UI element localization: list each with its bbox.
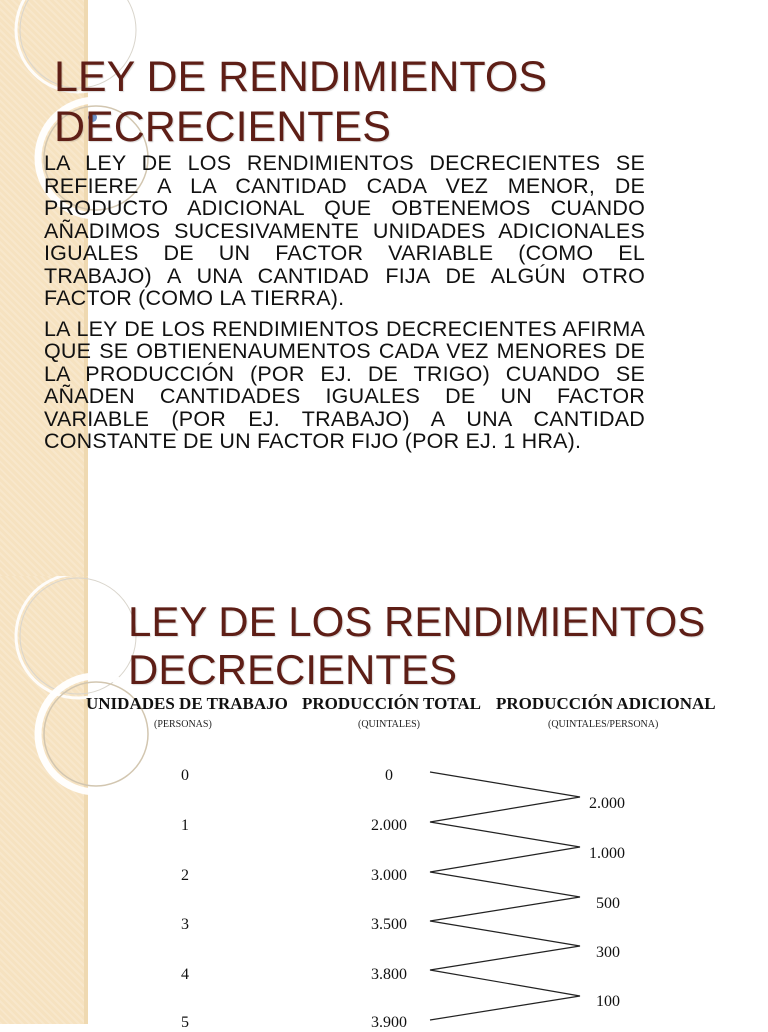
subheader-additional: (QUINTALES/PERSONA) bbox=[548, 719, 659, 730]
slide-1-body bbox=[44, 152, 645, 461]
subheader-total: (QUINTALES) bbox=[358, 719, 420, 730]
units-cell: 2 bbox=[181, 867, 189, 884]
units-cell: 1 bbox=[181, 817, 189, 834]
paragraph-1: LA LEY DE LOS RENDIMIENTOS DECRECIENTES SE REFIERE A LA CANTIDAD CADA VEZ MENOR, DE PRODUCTO ADICIONAL QUE OBTENEMOS CUANDO AÑADIMOS SUCESIVAMENTE UNIDADES ADICIONALES IGUALES DE UN FACTOR VARIABLE (COMO EL TRABAJO) A UNA CANTIDAD FIJA DE ALGÚN OTRO FACTOR (COMO LA TIERRA). bbox=[44, 151, 645, 310]
additional-cell: 2.000 bbox=[589, 795, 625, 812]
subheader-units: (PERSONAS) bbox=[154, 719, 212, 730]
header-units: UNIDADES DE TRABAJO bbox=[86, 694, 288, 713]
total-cell: 2.000 bbox=[371, 817, 407, 834]
total-cell: 3.500 bbox=[371, 916, 407, 933]
total-cell: 3.800 bbox=[371, 966, 407, 983]
units-cell: 0 bbox=[181, 767, 189, 784]
paragraph-2: LA LEY DE LOS RENDIMIENTOS DECRECIENTES AFIRMA QUE SE OBTIENENAUMENTOS CADA VEZ MENORES DE LA PRODUCCIÓN (POR EJ. DE TRIGO) CUANDO SE AÑADEN CANTIDADES IGUALES DE UN FACTOR VARIABLE (POR EJ. TRABAJO) A UNA CANTIDAD CONSTANTE DE UN FACTOR FIJO (POR EJ. 1 HRA). bbox=[44, 316, 645, 453]
total-cell: 0 bbox=[385, 767, 393, 784]
total-cell: 3.900 bbox=[371, 1014, 407, 1031]
header-additional: PRODUCCIÓN ADICIONAL bbox=[496, 694, 716, 713]
units-cell: 3 bbox=[181, 916, 189, 933]
additional-cell: 300 bbox=[596, 944, 620, 961]
total-cell: 3.000 bbox=[371, 867, 407, 884]
additional-cell: 500 bbox=[596, 895, 620, 912]
header-total: PRODUCCIÓN TOTAL bbox=[302, 694, 481, 713]
additional-cell: 1.000 bbox=[589, 845, 625, 862]
slide-1-title: LEY DE RENDIMIENTOS DECRECIENTES bbox=[54, 53, 548, 151]
additional-cell: 100 bbox=[596, 993, 620, 1010]
slide-2-title: LEY DE LOS RENDIMIENTOS DECRECIENTES bbox=[128, 598, 706, 693]
units-cell: 4 bbox=[181, 966, 189, 983]
sidebar-edge bbox=[84, 576, 88, 1024]
sidebar-panel bbox=[0, 576, 84, 1024]
units-cell: 5 bbox=[181, 1014, 189, 1031]
